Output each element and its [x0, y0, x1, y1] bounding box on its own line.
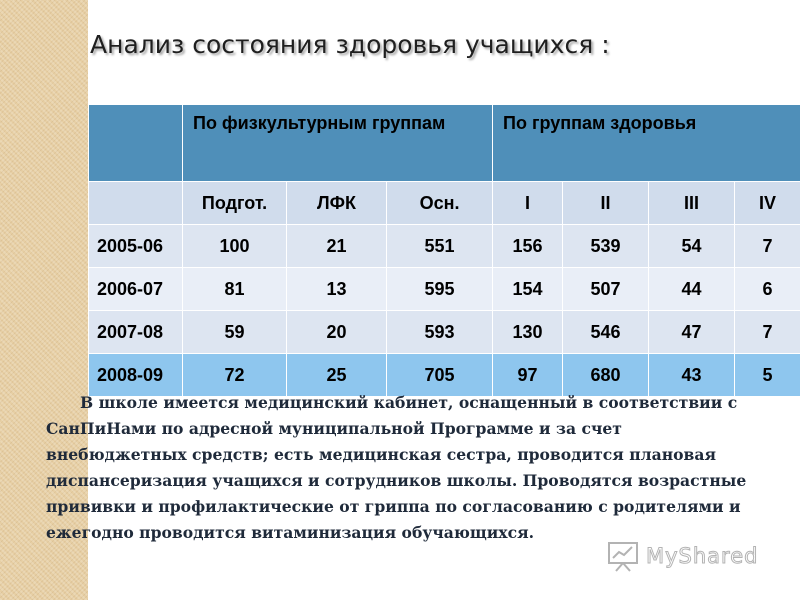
cell-value: 100 [183, 225, 287, 268]
cell-value: 97 [493, 354, 563, 397]
group-header-physical: По физкультурным группам [183, 105, 493, 182]
column-header-osn: Осн. [387, 182, 493, 225]
watermark-text: MyShared [646, 544, 759, 568]
cell-value: 59 [183, 311, 287, 354]
row-year: 2005-06 [89, 225, 183, 268]
column-header-group-3: III [649, 182, 735, 225]
cell-value: 13 [287, 268, 387, 311]
cell-value: 47 [649, 311, 735, 354]
table-row [89, 225, 800, 268]
body-paragraph: В школе имеется медицинский кабинет, оснащенный в соответствии с СанПиНами по адресной муниципальной Программе и за счет внебюджетных средств; есть медицинская сестра, проводится плановая диспансеризация учащихся и сотрудников школы. Проводятся возрастные прививки и профилактические от гриппа по согласованию с родителями и ежегодно проводится витаминизация обучающихся. [46, 393, 747, 542]
cell-value: 5 [735, 354, 800, 397]
cell-value: 595 [387, 268, 493, 311]
cell-value: 25 [287, 354, 387, 397]
cell-value: 130 [493, 311, 563, 354]
column-header-lfk: ЛФК [287, 182, 387, 225]
cell-value: 72 [183, 354, 287, 397]
health-table [88, 104, 800, 397]
cell-value: 21 [287, 225, 387, 268]
cell-value: 546 [563, 311, 649, 354]
cell-value: 43 [649, 354, 735, 397]
group-header-health: По группам здоровья [493, 105, 800, 182]
cell-value: 539 [563, 225, 649, 268]
slide-title: Анализ состояния здоровья учащихся : [90, 30, 610, 59]
table-row [89, 268, 800, 311]
cell-value: 7 [735, 311, 800, 354]
column-header-group-2: II [563, 182, 649, 225]
cell-value: 81 [183, 268, 287, 311]
row-year: 2008-09 [89, 354, 183, 397]
table-row [89, 311, 800, 354]
cell-value: 7 [735, 225, 800, 268]
cell-value: 507 [563, 268, 649, 311]
cell-value: 54 [649, 225, 735, 268]
column-header-group-1: I [493, 182, 563, 225]
cell-value: 156 [493, 225, 563, 268]
table-corner-cell [89, 105, 183, 182]
cell-value: 680 [563, 354, 649, 397]
cell-value: 705 [387, 354, 493, 397]
cell-value: 551 [387, 225, 493, 268]
row-year: 2007-08 [89, 311, 183, 354]
column-header-group-4: IV [735, 182, 800, 225]
cell-value: 593 [387, 311, 493, 354]
column-header-empty [89, 182, 183, 225]
watermark [606, 538, 776, 574]
cell-value: 6 [735, 268, 800, 311]
row-year: 2006-07 [89, 268, 183, 311]
cell-value: 20 [287, 311, 387, 354]
cell-value: 154 [493, 268, 563, 311]
table-column-header-row [89, 182, 800, 225]
table-group-header-row [89, 105, 800, 182]
column-header-podgot: Подгот. [183, 182, 287, 225]
cell-value: 44 [649, 268, 735, 311]
presentation-icon [606, 539, 640, 573]
